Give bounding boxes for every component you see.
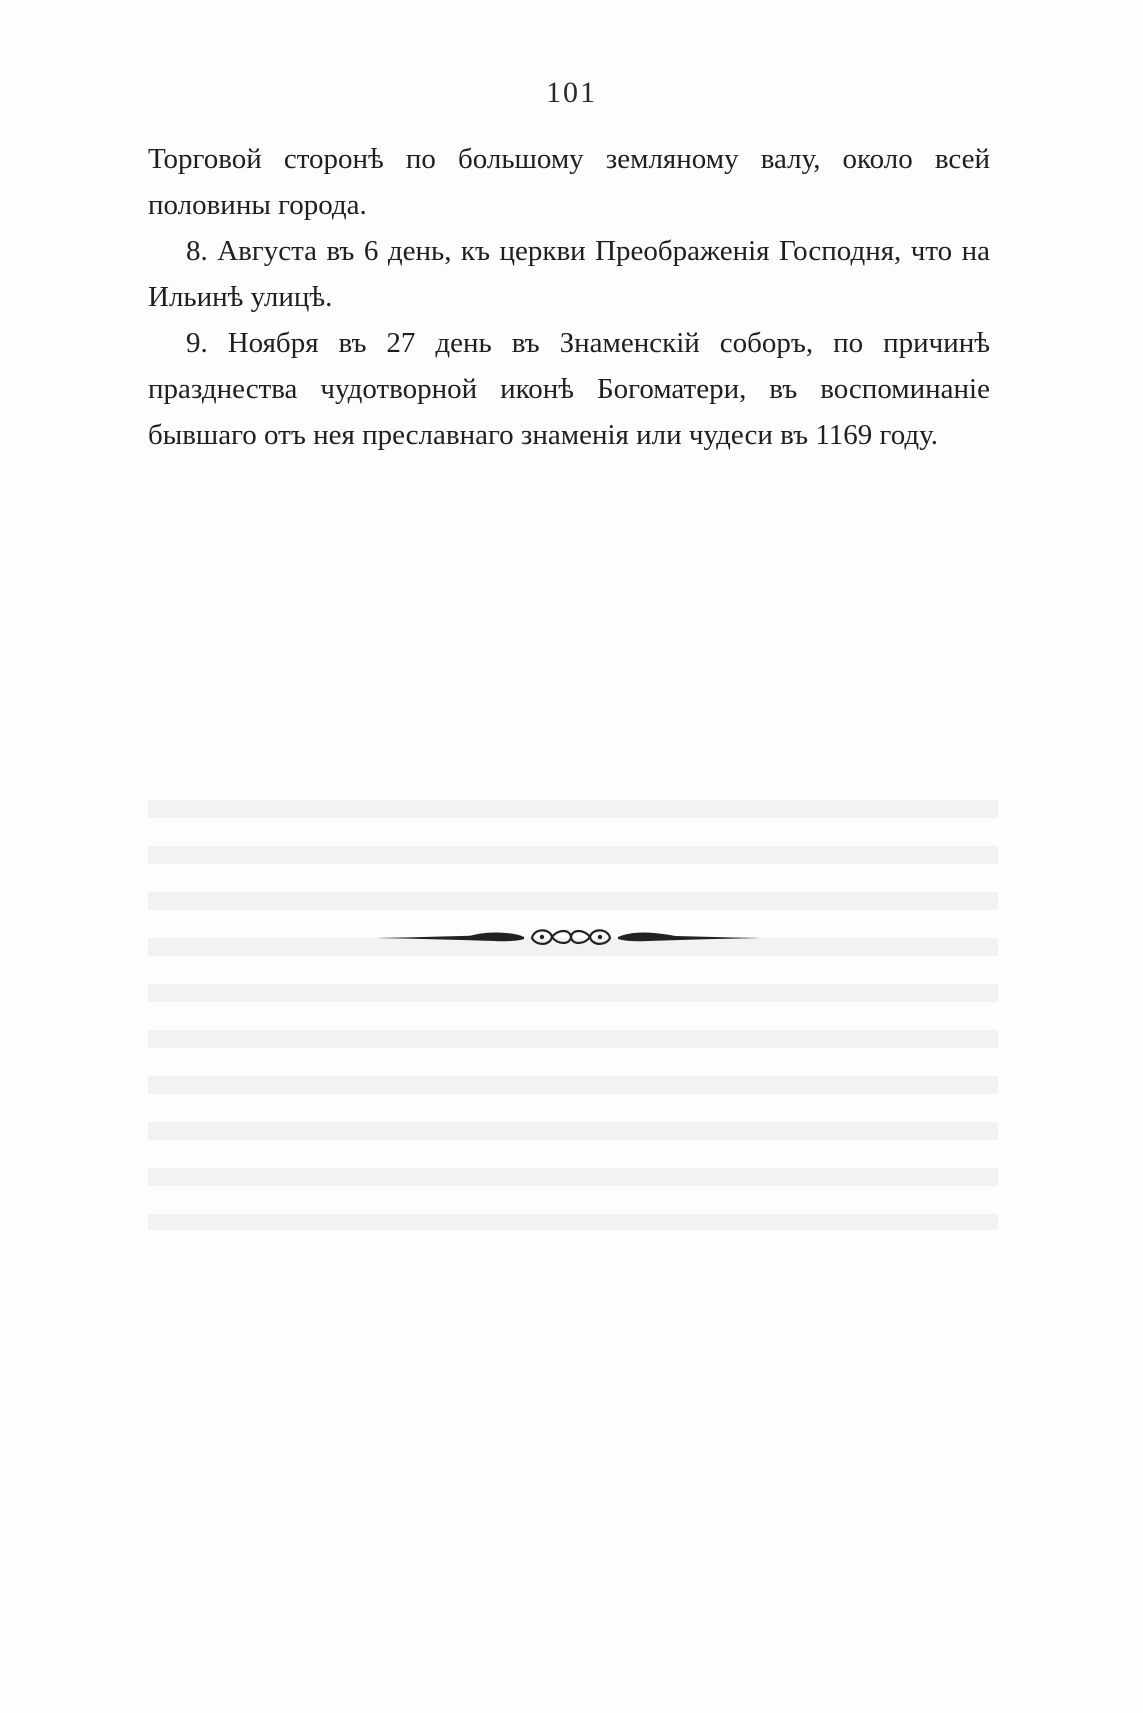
paragraph-2: 8. Августа въ 6 день, къ церкви Преображенія Господня, что на Ильинѣ улицѣ. [148, 235, 990, 313]
body-text [148, 136, 990, 458]
paragraph-3: 9. Ноября въ 27 день въ Знаменскій соборъ, по причинѣ празднества чудотворной иконѣ Богоматери, въ воспоминаніе бывшаго отъ нея преславнаго знаменія или чудеси въ 1169 году. [148, 327, 990, 451]
paragraph-1: Торговой сторонѣ по большому земляному валу, около всей половины города. [148, 143, 990, 221]
ornament-divider-icon [374, 922, 764, 952]
bleed-through-shadow [148, 800, 998, 1230]
page-number: 101 [546, 76, 597, 109]
